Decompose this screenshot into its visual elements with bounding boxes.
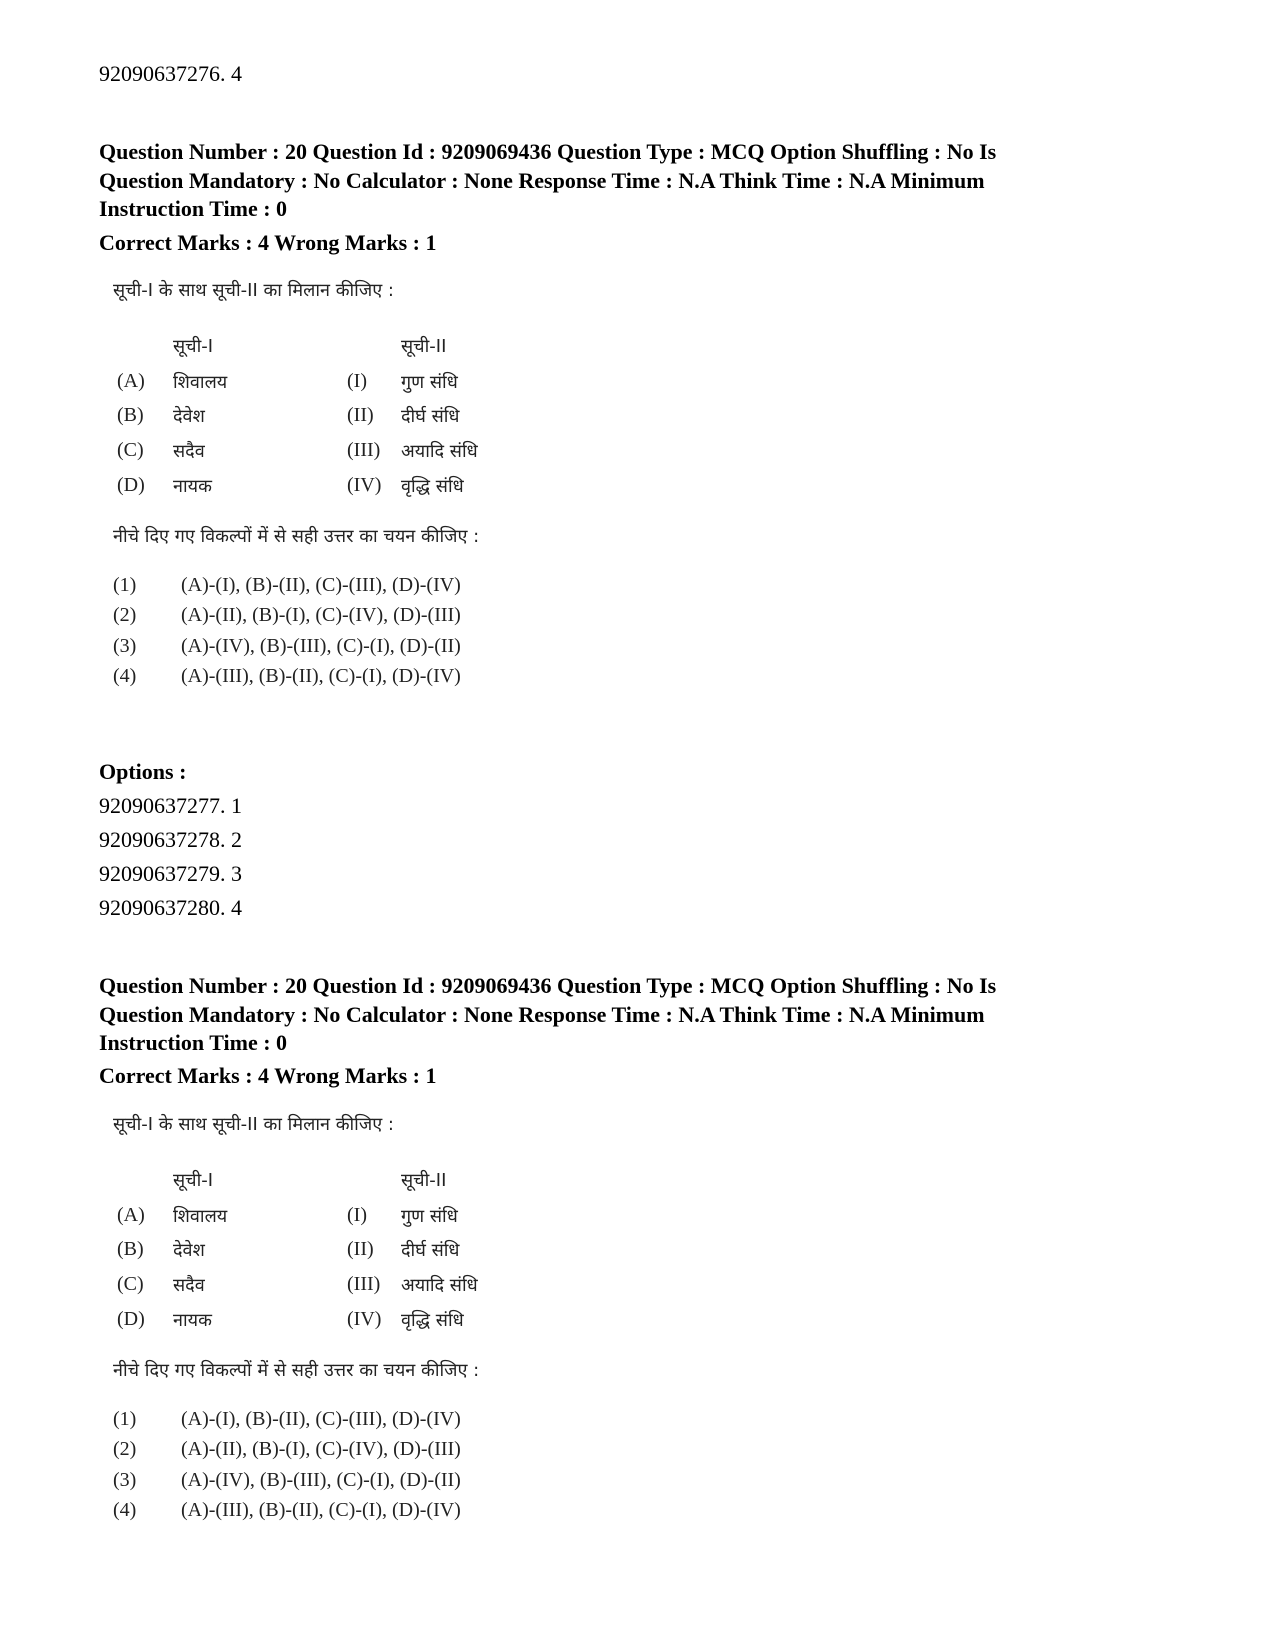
list1-label: (A) <box>117 370 145 392</box>
list2-label: (II) <box>347 1238 374 1260</box>
list1-term: देवेश <box>173 1240 205 1261</box>
question-header-line: Instruction Time : 0 <box>99 196 288 221</box>
choice-text: (A)-(IV), (B)-(III), (C)-(I), (D)-(II) <box>181 635 461 657</box>
list2-label: (IV) <box>347 474 382 496</box>
list1-title: सूची-I <box>173 336 214 357</box>
list1-term: सदैव <box>173 441 205 462</box>
list1-title: सूची-I <box>173 1170 214 1191</box>
list2-term: गुण संधि <box>401 372 458 393</box>
list2-label: (I) <box>347 370 367 392</box>
list2-label: (III) <box>347 439 381 461</box>
list2-term: वृद्धि संधि <box>401 1310 464 1331</box>
list1-label: (C) <box>117 1273 144 1295</box>
list1-term: देवेश <box>173 406 205 427</box>
question-header-line: Question Number : 20 Question Id : 9209069436 Question Type : MCQ Option Shuffling : No Is <box>99 139 997 164</box>
question-header <box>99 138 1179 224</box>
choice-number: (2) <box>113 604 137 626</box>
question-header-line: Question Mandatory : No Calculator : None Response Time : N.A Think Time : N.A Minimum <box>99 167 985 193</box>
list1-term: नायक <box>173 1310 212 1331</box>
list1-label: (C) <box>117 439 144 461</box>
choice-instruction: नीचे दिए गए विकल्पों में से सही उत्तर का चयन कीजिए : <box>113 1360 480 1381</box>
choice-text: (A)-(IV), (B)-(III), (C)-(I), (D)-(II) <box>181 1469 461 1491</box>
choice-text: (A)-(III), (B)-(II), (C)-(I), (D)-(IV) <box>181 1499 461 1521</box>
list1-term: सदैव <box>173 1275 205 1296</box>
option-line: 92090637278. 2 <box>99 827 242 852</box>
choice-text: (A)-(II), (B)-(I), (C)-(IV), (D)-(III) <box>181 1438 461 1460</box>
choice-number: (1) <box>113 1408 137 1430</box>
options-heading: Options : <box>99 759 187 784</box>
option-line: 92090637279. 3 <box>99 861 242 886</box>
choice-number: (3) <box>113 635 137 657</box>
question-header <box>99 972 1179 1058</box>
question-image <box>105 278 535 698</box>
list1-label: (B) <box>117 1238 144 1260</box>
choice-text: (A)-(I), (B)-(II), (C)-(III), (D)-(IV) <box>181 574 461 596</box>
list1-label: (D) <box>117 474 145 496</box>
list2-term: दीर्घ संधि <box>401 406 460 427</box>
choice-number: (3) <box>113 1469 137 1491</box>
list1-term: शिवालय <box>173 372 228 393</box>
marks-line: Correct Marks : 4 Wrong Marks : 1 <box>99 230 437 255</box>
list2-term: गुण संधि <box>401 1206 458 1227</box>
choice-number: (4) <box>113 1499 137 1521</box>
list1-label: (A) <box>117 1204 145 1226</box>
question-header-line: Instruction Time : 0 <box>99 1030 288 1055</box>
list2-term: वृद्धि संधि <box>401 476 464 497</box>
choice-text: (A)-(III), (B)-(II), (C)-(I), (D)-(IV) <box>181 665 461 687</box>
marks-line: Correct Marks : 4 Wrong Marks : 1 <box>99 1063 437 1088</box>
list2-label: (II) <box>347 404 374 426</box>
list2-title: सूची-II <box>401 1170 447 1191</box>
list1-term: नायक <box>173 476 212 497</box>
choice-instruction: नीचे दिए गए विकल्पों में से सही उत्तर का चयन कीजिए : <box>113 526 480 547</box>
list1-label: (D) <box>117 1308 145 1330</box>
list2-term: अयादि संधि <box>401 1275 478 1296</box>
question-prompt: सूची-I के साथ सूची-II का मिलान कीजिए : <box>113 280 394 301</box>
list1-label: (B) <box>117 404 144 426</box>
choice-number: (2) <box>113 1438 137 1460</box>
list2-term: अयादि संधि <box>401 441 478 462</box>
option-line: 92090637277. 1 <box>99 793 242 818</box>
question-header-line: Question Number : 20 Question Id : 9209069436 Question Type : MCQ Option Shuffling : No Is <box>99 973 997 998</box>
list2-term: दीर्घ संधि <box>401 1240 460 1261</box>
list2-label: (III) <box>347 1273 381 1295</box>
question-prompt: सूची-I के साथ सूची-II का मिलान कीजिए : <box>113 1114 394 1135</box>
list2-label: (I) <box>347 1204 367 1226</box>
choice-text: (A)-(I), (B)-(II), (C)-(III), (D)-(IV) <box>181 1408 461 1430</box>
choice-number: (1) <box>113 574 137 596</box>
choice-text: (A)-(II), (B)-(I), (C)-(IV), (D)-(III) <box>181 604 461 626</box>
option-line: 92090637280. 4 <box>99 895 242 920</box>
choice-number: (4) <box>113 665 137 687</box>
question-image <box>105 1112 535 1532</box>
option-line: 92090637276. 4 <box>99 61 242 86</box>
list1-term: शिवालय <box>173 1206 228 1227</box>
list2-title: सूची-II <box>401 336 447 357</box>
question-header-line: Question Mandatory : No Calculator : None Response Time : N.A Think Time : N.A Minimum <box>99 1001 985 1027</box>
list2-label: (IV) <box>347 1308 382 1330</box>
